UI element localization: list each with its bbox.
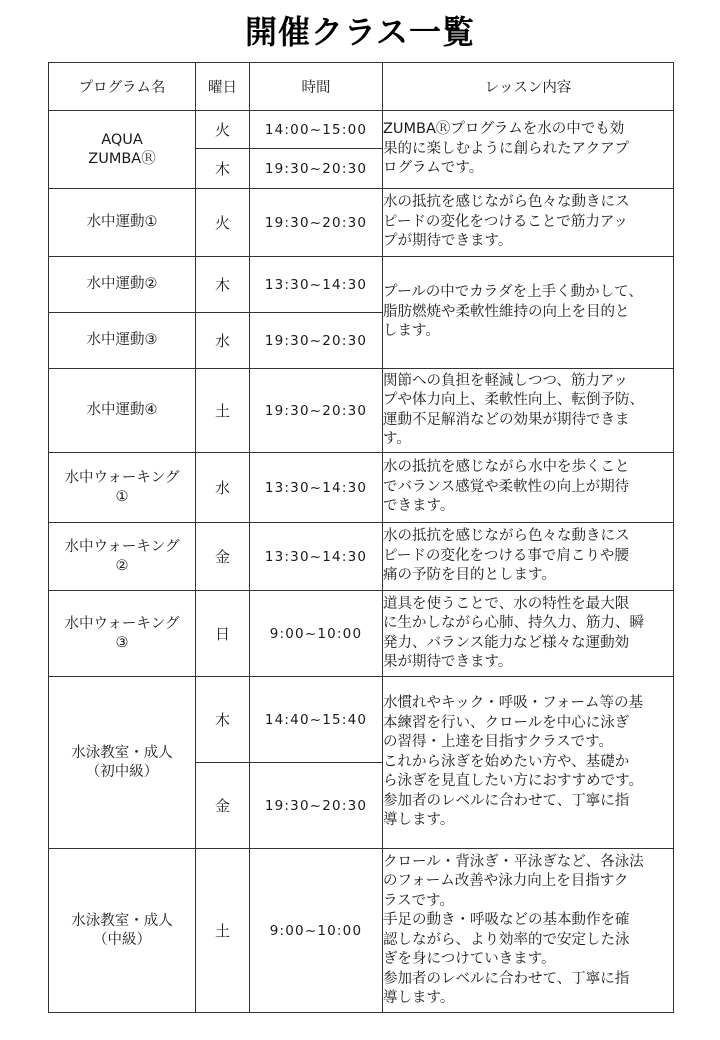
day-cell: 木 [196, 149, 250, 189]
day-cell: 木 [196, 677, 250, 763]
time-cell: 14:00~15:00 [250, 111, 383, 149]
time-cell: 19:30~20:30 [250, 149, 383, 189]
time-cell: 13:30~14:30 [250, 257, 383, 313]
table-row [49, 257, 674, 313]
table-row [49, 189, 674, 257]
time-cell: 13:30~14:30 [250, 523, 383, 591]
day-cell: 金 [196, 763, 250, 849]
lesson-content: 水慣れやキック・呼吸・フォーム等の基 本練習を行い、クロールを中心に泳ぎ の習得・上達を目指すクラスです。 これから泳ぎを始めたい方や、基礎か ら泳ぎを見直したい方におすすめです。 参加者のレベルに合わせて、丁寧に指 導します。 [383, 677, 674, 849]
program-name: 水中運動② [49, 257, 196, 313]
time-cell: 14:40~15:40 [250, 677, 383, 763]
program-name: 水中運動④ [49, 369, 196, 453]
table-row [49, 453, 674, 523]
page-title: 開催クラス一覧 [244, 13, 476, 51]
time-cell: 19:30~20:30 [250, 189, 383, 257]
day-cell: 水 [196, 453, 250, 523]
program-name: 水中運動③ [49, 313, 196, 369]
header-content: レッスン内容 [383, 63, 674, 111]
lesson-content: 水の抵抗を感じながら色々な動きにス ピードの変化をつけることで筋力アッ プが期待できます。 [383, 189, 674, 257]
table-row [49, 111, 674, 149]
header-program: プログラム名 [49, 63, 196, 111]
lesson-content: 道具を使うことで、水の特性を最大限 に生かしながら心肺、持久力、筋力、瞬 発力、バランス能力など様々な運動効 果が期待できます。 [383, 591, 674, 677]
time-cell: 19:30~20:30 [250, 313, 383, 369]
lesson-content: 関節への負担を軽減しつつ、筋力アッ プや体力向上、柔軟性向上、転倒予防、 運動不足解消などの効果が期待できま す。 [383, 369, 674, 453]
table-row [49, 849, 674, 1013]
day-cell: 金 [196, 523, 250, 591]
program-name: 水泳教室・成人 （中級） [49, 849, 196, 1013]
class-schedule-table [48, 62, 674, 1013]
lesson-content: プールの中でカラダを上手く動かして、 脂肪燃焼や柔軟性維持の向上を目的と します。 [383, 257, 674, 369]
time-cell: 9:00~10:00 [250, 591, 383, 677]
table-row [49, 677, 674, 763]
time-cell: 13:30~14:30 [250, 453, 383, 523]
day-cell: 日 [196, 591, 250, 677]
day-cell: 木 [196, 257, 250, 313]
header-time: 時間 [250, 63, 383, 111]
table-row [49, 369, 674, 453]
lesson-content: 水の抵抗を感じながら色々な動きにス ピードの変化をつける事で肩こりや腰 痛の予防を目的とします。 [383, 523, 674, 591]
table-row [49, 523, 674, 591]
program-name: 水中ウォーキング ② [49, 523, 196, 591]
table-row [49, 591, 674, 677]
program-name: 水中ウォーキング ① [49, 453, 196, 523]
header-day: 曜日 [196, 63, 250, 111]
lesson-content: クロール・背泳ぎ・平泳ぎなど、各泳法 のフォーム改善や泳力向上を目指すク ラスです。 手足の動き・呼吸などの基本動作を確 認しながら、より効率的で安定した泳 ぎを身につけていきます。 参加者のレベルに合わせて、丁寧に指 導します。 [383, 849, 674, 1013]
lesson-content: ZUMBAⓇプログラムを水の中でも効 果的に楽しむように創られたアクアプ ログラムです。 [383, 111, 674, 189]
header-row [49, 63, 674, 111]
program-name: 水泳教室・成人 （初中級） [49, 677, 196, 849]
program-name: 水中運動① [49, 189, 196, 257]
time-cell: 19:30~20:30 [250, 763, 383, 849]
day-cell: 土 [196, 369, 250, 453]
day-cell: 水 [196, 313, 250, 369]
day-cell: 土 [196, 849, 250, 1013]
time-cell: 19:30~20:30 [250, 369, 383, 453]
day-cell: 火 [196, 111, 250, 149]
program-name: 水中ウォーキング ③ [49, 591, 196, 677]
day-cell: 火 [196, 189, 250, 257]
time-cell: 9:00~10:00 [250, 849, 383, 1013]
lesson-content: 水の抵抗を感じながら水中を歩くこと でバランス感覚や柔軟性の向上が期待 できます。 [383, 453, 674, 523]
program-name: AQUA ZUMBAⓇ [49, 111, 196, 189]
